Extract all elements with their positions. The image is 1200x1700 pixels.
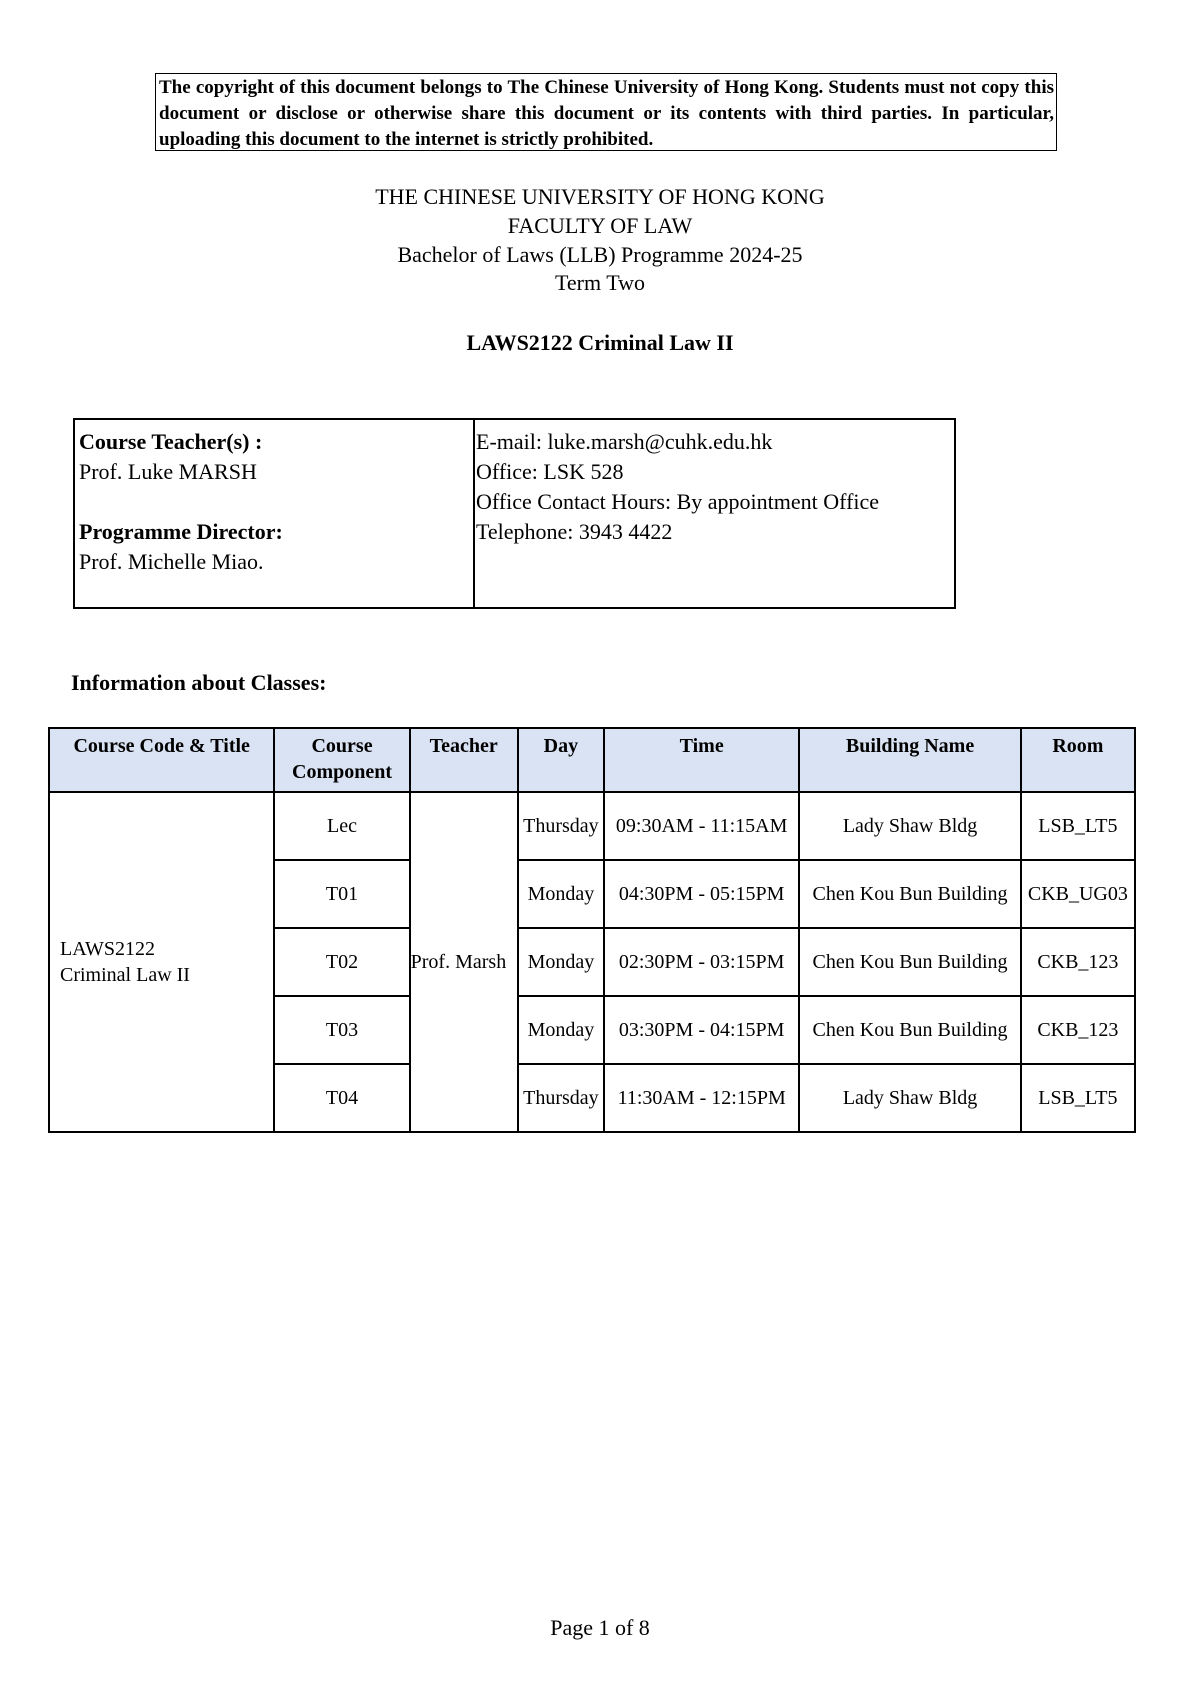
faculty-name: FACULTY OF LAW <box>507 213 693 238</box>
table-header-row <box>49 728 1135 792</box>
day-cell: Monday <box>518 860 604 928</box>
building-cell: Lady Shaw Bldg <box>799 792 1020 860</box>
day-cell: Thursday <box>518 1064 604 1132</box>
room-cell: CKB_123 <box>1021 996 1135 1064</box>
header-day: Day <box>518 728 604 792</box>
header-room: Room <box>1021 728 1135 792</box>
director-label: Programme Director: <box>79 519 283 544</box>
teacher-cell: Prof. Marsh <box>410 792 518 1132</box>
course-code-cell <box>49 792 274 1132</box>
building-cell: Chen Kou Bun Building <box>799 860 1020 928</box>
header-time: Time <box>604 728 799 792</box>
course-name: Criminal Law II <box>60 964 190 986</box>
classes-heading: Information about Classes: <box>71 670 327 695</box>
header-component: Course Component <box>274 728 409 792</box>
copyright-notice: The copyright of this document belongs to The Chinese University of Hong Kong. Students must not copy this document or disclose or otherwise share this document or its contents with third parties. In particular, uploading this document to the internet is strictly prohibited. <box>155 73 1057 151</box>
course-contact-box <box>73 418 956 609</box>
teacher-name: Prof. Luke MARSH <box>79 459 257 484</box>
teacher-label: Course Teacher(s) : <box>79 429 263 454</box>
hours-line: Office Contact Hours: By appointment Office <box>476 489 880 514</box>
component-cell: T04 <box>274 1064 409 1132</box>
day-cell: Monday <box>518 928 604 996</box>
term-label: Term Two <box>555 270 645 295</box>
room-cell: LSB_LT5 <box>1021 1064 1135 1132</box>
office-line: Office: LSK 528 <box>476 459 624 484</box>
time-cell: 02:30PM - 03:15PM <box>604 928 799 996</box>
header-teacher: Teacher <box>410 728 518 792</box>
table-row <box>49 792 1135 860</box>
day-cell: Thursday <box>518 792 604 860</box>
room-cell: CKB_UG03 <box>1021 860 1135 928</box>
time-cell: 04:30PM - 05:15PM <box>604 860 799 928</box>
director-name: Prof. Michelle Miao. <box>79 549 264 574</box>
course-code: LAWS2122 <box>60 938 156 960</box>
course-title: LAWS2122 Criminal Law II <box>466 330 734 355</box>
programme-name: Bachelor of Laws (LLB) Programme 2024-25 <box>397 242 803 267</box>
day-cell: Monday <box>518 996 604 1064</box>
building-cell: Lady Shaw Bldg <box>799 1064 1020 1132</box>
email-line: E-mail: luke.marsh@cuhk.edu.hk <box>476 429 773 454</box>
classes-table <box>48 727 1136 1133</box>
component-cell: Lec <box>274 792 409 860</box>
room-cell: LSB_LT5 <box>1021 792 1135 860</box>
header-course-code: Course Code & Title <box>49 728 274 792</box>
university-name: THE CHINESE UNIVERSITY OF HONG KONG <box>375 184 825 209</box>
time-cell: 11:30AM - 12:15PM <box>604 1064 799 1132</box>
component-cell: T02 <box>274 928 409 996</box>
page-number: Page 1 of 8 <box>550 1615 650 1640</box>
component-cell: T01 <box>274 860 409 928</box>
telephone-line: Telephone: 3943 4422 <box>476 519 673 544</box>
contact-column <box>475 420 954 607</box>
room-cell: CKB_123 <box>1021 928 1135 996</box>
building-cell: Chen Kou Bun Building <box>799 996 1020 1064</box>
staff-column <box>75 420 475 607</box>
time-cell: 09:30AM - 11:15AM <box>604 792 799 860</box>
building-cell: Chen Kou Bun Building <box>799 928 1020 996</box>
header-building: Building Name <box>799 728 1020 792</box>
time-cell: 03:30PM - 04:15PM <box>604 996 799 1064</box>
component-cell: T03 <box>274 996 409 1064</box>
